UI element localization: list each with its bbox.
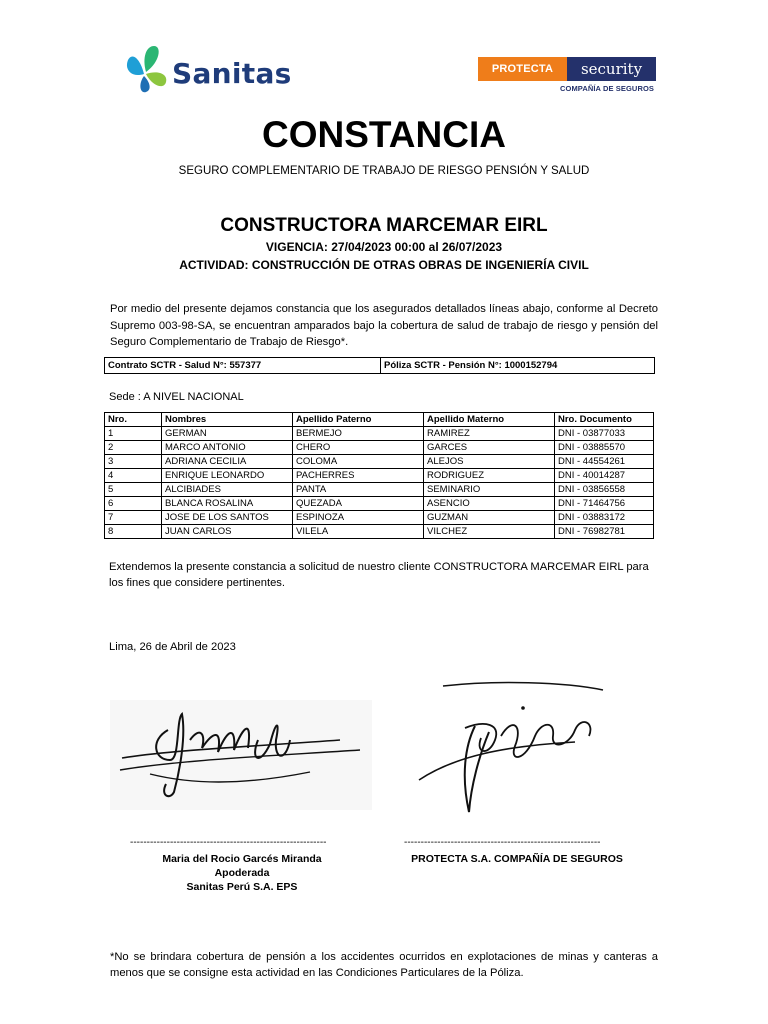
cell-apellido-materno: ALEJOS <box>424 455 555 469</box>
insured-table <box>104 412 654 539</box>
signature-line-left: ----------------------------------------------------------- <box>130 838 327 848</box>
header-nombres: Nombres <box>162 413 293 427</box>
cell-apellido-paterno: CHERO <box>293 441 424 455</box>
signatory-left <box>120 852 364 894</box>
cell-apellido-materno: RODRIGUEZ <box>424 469 555 483</box>
cell-apellido-paterno: QUEZADA <box>293 497 424 511</box>
sede-label: Sede : A NIVEL NACIONAL <box>109 391 244 403</box>
table-row <box>105 469 654 483</box>
signatory-right <box>392 852 642 866</box>
activity: ACTIVIDAD: CONSTRUCCIÓN DE OTRAS OBRAS DE INGENIERÍA CIVIL <box>179 258 589 272</box>
signature-left <box>110 700 372 810</box>
closing-paragraph: Extendemos la presente constancia a solicitud de nuestro cliente CONSTRUCTORA MARCEMAR EIRL para los fines que considere pertinentes. <box>109 561 649 589</box>
cell-nombres: BLANCA ROSALINA <box>162 497 293 511</box>
header-documento: Nro. Documento <box>555 413 654 427</box>
cell-nombres: MARCO ANTONIO <box>162 441 293 455</box>
cell-nombres: GERMAN <box>162 427 293 441</box>
table-row <box>105 483 654 497</box>
signature-right <box>405 676 605 816</box>
security-wordmark: security <box>567 57 656 81</box>
cell-nro: 1 <box>105 427 162 441</box>
header-apellido-materno: Apellido Materno <box>424 413 555 427</box>
header-apellido-paterno: Apellido Paterno <box>293 413 424 427</box>
protecta-wordmark: PROTECTA <box>478 57 567 81</box>
contract-salud: Contrato SCTR - Salud N°: 557377 <box>105 358 381 373</box>
cell-documento: DNI - 44554261 <box>555 455 654 469</box>
place-date: Lima, 26 de Abril de 2023 <box>109 641 236 653</box>
cell-nombres: JUAN CARLOS <box>162 525 293 539</box>
cell-documento: DNI - 03877033 <box>555 427 654 441</box>
cell-apellido-paterno: ESPINOZA <box>293 511 424 525</box>
table-row <box>105 511 654 525</box>
cell-nro: 4 <box>105 469 162 483</box>
header-nro: Nro. <box>105 413 162 427</box>
company-name: CONSTRUCTORA MARCEMAR EIRL <box>220 215 548 236</box>
cell-apellido-materno: GUZMAN <box>424 511 555 525</box>
cell-apellido-materno: ASENCIO <box>424 497 555 511</box>
cell-documento: DNI - 76982781 <box>555 525 654 539</box>
table-row <box>105 455 654 469</box>
cell-nro: 3 <box>105 455 162 469</box>
cell-documento: DNI - 03883172 <box>555 511 654 525</box>
cell-apellido-paterno: PACHERRES <box>293 469 424 483</box>
table-row <box>105 525 654 539</box>
table-row <box>105 427 654 441</box>
contract-box <box>104 357 655 374</box>
signatory-org-right: PROTECTA S.A. COMPAÑÍA DE SEGUROS <box>411 853 623 865</box>
cell-apellido-paterno: BERMEJO <box>293 427 424 441</box>
document-title: CONSTANCIA <box>262 114 506 155</box>
signature-line-right: ----------------------------------------------------------- <box>404 838 601 848</box>
policy-pension: Póliza SCTR - Pensión N°: 1000152794 <box>384 360 558 371</box>
signatory-org: Sanitas Perú S.A. EPS <box>186 881 298 893</box>
cell-nombres: ADRIANA CECILIA <box>162 455 293 469</box>
sanitas-butterfly-icon <box>124 44 172 96</box>
validity-period: VIGENCIA: 27/04/2023 00:00 al 26/07/2023 <box>265 240 503 254</box>
cell-documento: DNI - 03885570 <box>555 441 654 455</box>
cell-nombres: ALCIBIADES <box>162 483 293 497</box>
cell-apellido-paterno: PANTA <box>293 483 424 497</box>
protecta-tagline: COMPAÑÍA DE SEGUROS <box>560 84 654 93</box>
cell-nombres: JOSE DE LOS SANTOS <box>162 511 293 525</box>
cell-documento: DNI - 40014287 <box>555 469 654 483</box>
table-row <box>105 441 654 455</box>
cell-nro: 7 <box>105 511 162 525</box>
table-header-row <box>105 413 654 427</box>
cell-apellido-materno: VILCHEZ <box>424 525 555 539</box>
cell-apellido-materno: RAMIREZ <box>424 427 555 441</box>
protecta-logo <box>478 57 656 97</box>
sanitas-logo <box>124 44 294 100</box>
intro-paragraph: Por medio del presente dejamos constancia que los asegurados detallados líneas abajo, conforme al Decreto Supremo 003-98-SA, se encuentran amparados bajo la cobertura de salud de trabajo de riesgo y pensión del Seguro Complementario de Trabajo de Riesgo*. <box>110 303 658 348</box>
sanitas-wordmark: Sanitas <box>172 57 292 90</box>
cell-apellido-materno: GARCES <box>424 441 555 455</box>
signatory-role: Apoderada <box>214 867 270 879</box>
cell-nombres: ENRIQUE LEONARDO <box>162 469 293 483</box>
table-row <box>105 497 654 511</box>
cell-documento: DNI - 71464756 <box>555 497 654 511</box>
cell-nro: 5 <box>105 483 162 497</box>
cell-apellido-paterno: COLOMA <box>293 455 424 469</box>
footnote: *No se brindara cobertura de pensión a los accidentes ocurridos en explotaciones de minas y canteras a menos que se consigne esta actividad en las Condiciones Particulares de la Póliza. <box>110 951 658 979</box>
signatory-name: Maria del Rocio Garcés Miranda <box>162 853 322 865</box>
cell-apellido-materno: SEMINARIO <box>424 483 555 497</box>
cell-nro: 8 <box>105 525 162 539</box>
cell-documento: DNI - 03856558 <box>555 483 654 497</box>
document-subtitle: SEGURO COMPLEMENTARIO DE TRABAJO DE RIESGO PENSIÓN Y SALUD <box>178 165 590 177</box>
cell-apellido-paterno: VILELA <box>293 525 424 539</box>
cell-nro: 2 <box>105 441 162 455</box>
cell-nro: 6 <box>105 497 162 511</box>
